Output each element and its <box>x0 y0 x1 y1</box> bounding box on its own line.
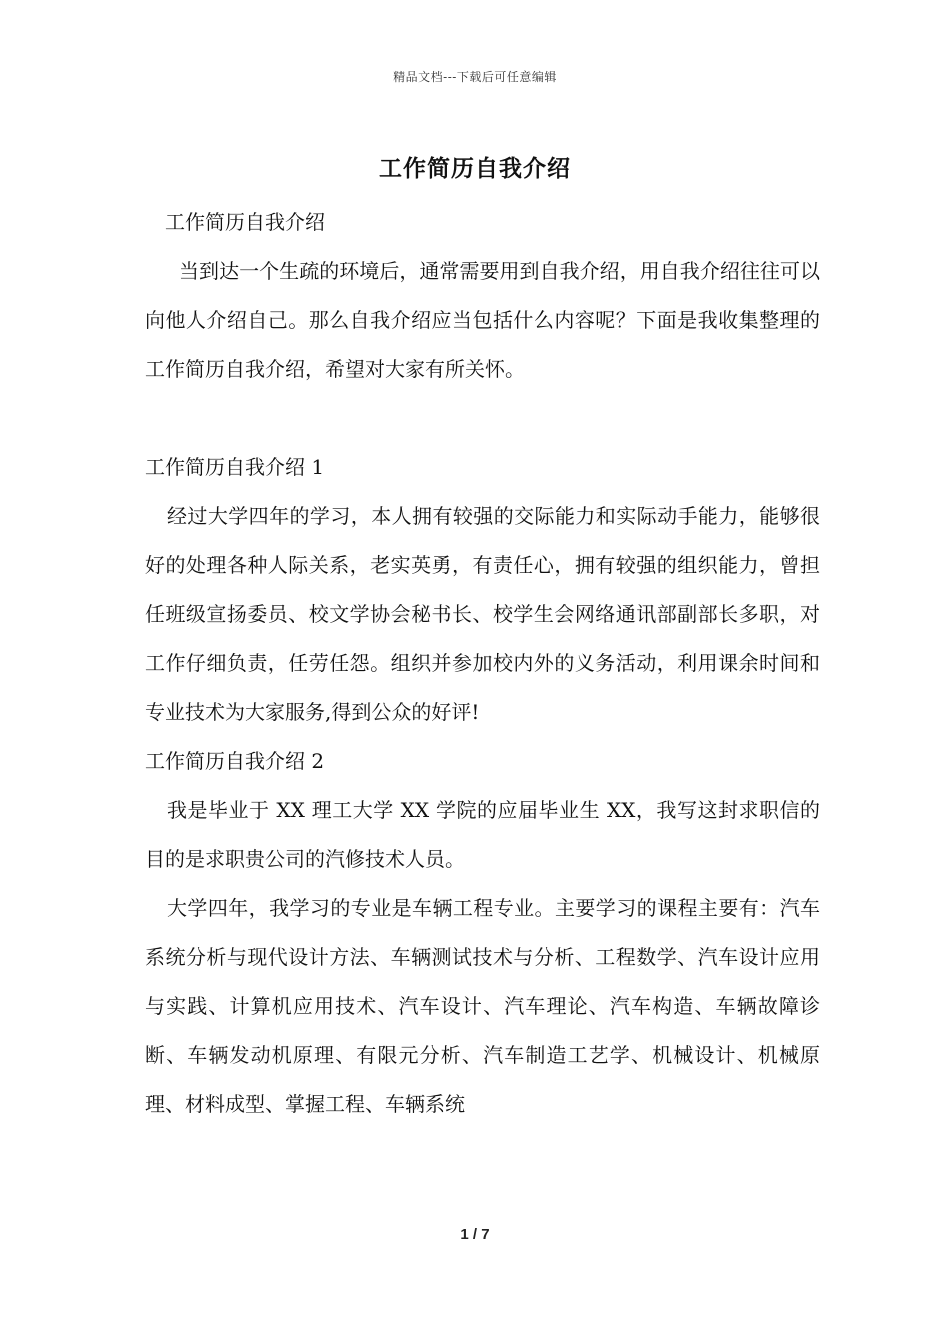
section-2-paragraph-2: 大学四年，我学习的专业是车辆工程专业。主要学习的课程主要有：汽车系统分析与现代设计方法、车辆测试技术与分析、工程数学、汽车设计应用与实践、计算机应用技术、汽车设计、汽车理论、汽车构造、车辆故障诊断、车辆发动机原理、有限元分析、汽车制造工艺学、机械设计、机械原理、材料成型、掌握工程、车辆系统 <box>145 896 820 1116</box>
page-header: 精品文档---下载后可任意编辑 <box>393 70 557 84</box>
page-number: 1 / 7 <box>460 1226 490 1243</box>
section-2-paragraph-1: 我是毕业于 XX 理工大学 XX 学院的应届毕业生 XX，我写这封求职信的目的是求职贵公司的汽修技术人员。 <box>145 798 820 871</box>
blank-line <box>145 394 820 443</box>
section-1-paragraph: 经过大学四年的学习，本人拥有较强的交际能力和实际动手能力，能够很好的处理各种人际关系，老实英勇，有责任心，拥有较强的组织能力，曾担任班级宣扬委员、校文学协会秘书长、校学生会网络通讯部副部长多职，对工作仔细负责，任劳任怨。组织并参加校内外的义务活动，利用课余时间和专业技术为大家服务,得到公众的好评! <box>145 504 820 724</box>
section-2-heading: 工作简历自我介绍 2 <box>145 749 325 773</box>
subtitle: 工作简历自我介绍 <box>165 210 325 234</box>
section-1-heading: 工作简历自我介绍 1 <box>145 455 325 479</box>
document-title: 工作简历自我介绍 <box>379 155 571 182</box>
document-body <box>145 198 820 1129</box>
intro-paragraph: 当到达一个生疏的环境后，通常需要用到自我介绍，用自我介绍往往可以向他人介绍自己。那么自我介绍应当包括什么内容呢？下面是我收集整理的工作简历自我介绍，希望对大家有所关怀。 <box>145 259 820 381</box>
